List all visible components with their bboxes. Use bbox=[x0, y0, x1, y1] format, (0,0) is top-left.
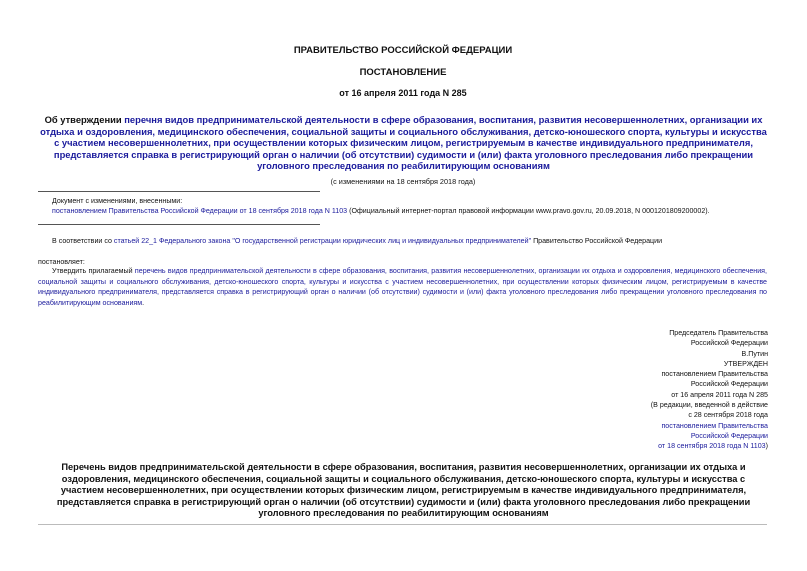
revision-close-paren: ) bbox=[765, 442, 768, 451]
document-date-number: от 16 апреля 2011 года N 285 bbox=[339, 88, 467, 98]
signature-line-2: Российской Федерации bbox=[690, 339, 768, 348]
changes-note: (с изменениями на 18 сентября 2018 года) bbox=[330, 177, 476, 186]
amendments-line bbox=[52, 206, 710, 216]
resolution-suffix: . bbox=[142, 298, 145, 307]
preamble-suffix: Правительство Российской Федерации bbox=[531, 237, 663, 245]
revision-link-2[interactable]: Российской Федерации bbox=[690, 431, 768, 440]
document-title bbox=[40, 114, 767, 172]
revision-note-1: (В редакции, введенной в действие bbox=[650, 401, 768, 410]
revision-link-1[interactable]: постановлением Правительства bbox=[661, 421, 768, 430]
document-type-heading: ПОСТАНОВЛЕНИЕ bbox=[359, 67, 447, 78]
approved-line-3: Российской Федерации bbox=[690, 380, 768, 389]
approved-date: от 16 апреля 2011 года N 285 bbox=[671, 390, 768, 399]
signature-name: В.Путин bbox=[741, 349, 768, 358]
resolution-paragraph bbox=[38, 266, 767, 308]
signature-block bbox=[651, 328, 768, 452]
resolution-list-link[interactable]: перечень видов предпринимательской деятельности в сфере образования, воспитания, развития несовершеннолетних, организации их отдыха и оздоровления, медицинского обеспечения, социальной защиты и социального обслуживания, детско-юношеского спорта, культуры и искусства с участием несовершеннолетних, при осуществлении которых физическим лицом, регистрируемым в качестве индивидуального предпринимателя, представляется справка в регистрирующий орган о наличии (об отсутствии) судимости и (или) факта уголовного преследования либо прекращении уголовного преследования по реабилитирующим основаниям bbox=[38, 267, 767, 307]
resolution-prefix: Утвердить прилагаемый bbox=[52, 267, 135, 275]
resolves-label: постановляет: bbox=[38, 258, 85, 266]
signature-line-1: Председатель Правительства bbox=[669, 329, 768, 337]
amendment-link[interactable]: постановлением Правительства Российской Федерации от 18 сентября 2018 года N 1103 bbox=[52, 207, 348, 215]
title-link[interactable]: перечня видов предпринимательской деятельности в сфере образования, воспитания, развития несовершеннолетних, организации их отдыха и оздоровления, медицинского обеспечения, социальной защиты и социального обслуживания, детско-юношеского спорта, культуры и искусства с участием несовершеннолетних, при осуществлении которых физическим лицом, регистрируемым в качестве индивидуального предпринимателя, представляется справка в регистрирующий орган о наличии (об отсутствии) судимости и (или) факта уголовного преследования либо прекращении уголовного преследования по реабилитирующим основаниям bbox=[40, 114, 767, 172]
amendment-source: (Официальный интернет-портал правовой информации www.pravo.gov.ru, 20.09.2018, N 0001201809200002). bbox=[347, 207, 710, 215]
preamble-paragraph bbox=[52, 236, 662, 246]
preamble-prefix: В соответствии со bbox=[52, 237, 114, 245]
amendments-label: Документ с изменениями, внесенными: bbox=[52, 197, 183, 205]
approved-heading: УТВЕРЖДЕН bbox=[723, 359, 768, 368]
government-heading: ПРАВИТЕЛЬСТВО РОССИЙСКОЙ ФЕДЕРАЦИИ bbox=[293, 45, 513, 56]
list-title: Перечень видов предпринимательской деятельности в сфере образования, воспитания, развития несовершеннолетних, организации их отдыха и оздоровления, медицинского обеспечения, социальной защиты и социального обслуживания, детско-юношеского спорта, культуры и искусства с участием несовершеннолетних, при осуществлении которых физическим лицом, регистрируемым в качестве индивидуального предпринимателя, представляется справка в регистрирующий орган о наличии (об отсутствии) судимости и (или) факта уголовного преследования либо прекращении уголовного преследования по реабилитирующим основаниям bbox=[56, 462, 751, 519]
approved-line-2: постановлением Правительства bbox=[661, 370, 768, 379]
law-article-link[interactable]: статьей 22_1 Федерального закона "О государственной регистрации юридических лиц и индивидуальных предпринимателей" bbox=[113, 237, 532, 245]
revision-note-2: с 28 сентября 2018 года bbox=[688, 411, 768, 420]
title-prefix: Об утверждении bbox=[44, 114, 125, 125]
divider-top bbox=[38, 191, 320, 192]
divider-bottom bbox=[38, 224, 320, 225]
divider-end bbox=[38, 524, 767, 525]
revision-link-3[interactable]: от 18 сентября 2018 года N 1103 bbox=[658, 442, 766, 451]
